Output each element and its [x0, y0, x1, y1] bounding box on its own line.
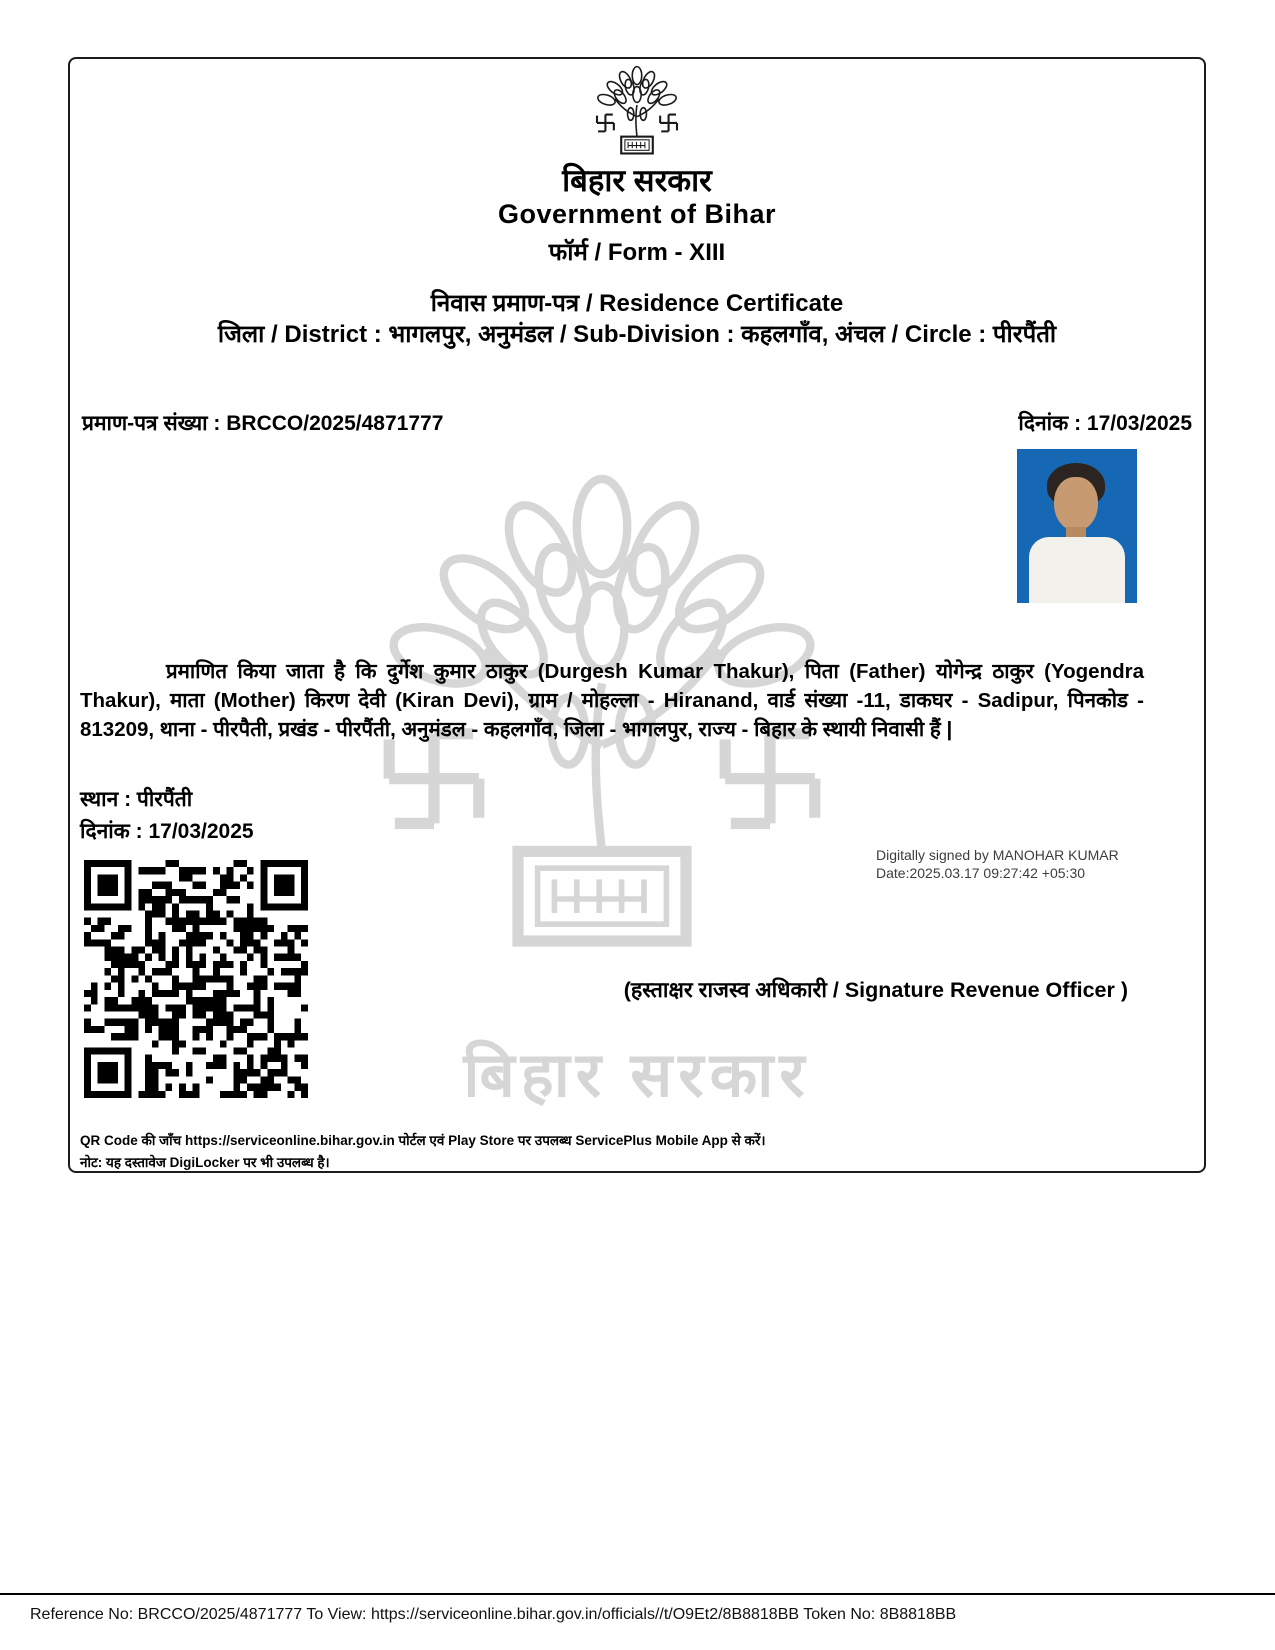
footer-reference-line: Reference No: BRCCO/2025/4871777 To View: https://serviceonline.bihar.gov.in/officials//t/O9Et2/8B8818BB Token No: 8B8818BB — [30, 1606, 957, 1623]
signature-officer-label: (हस्ताक्षर राजस्व अधिकारी / Signature Revenue Officer ) — [623, 978, 1128, 1002]
bihar-government-emblem-icon — [571, 64, 703, 164]
issue-place: स्थान : पीरपैंती — [80, 788, 193, 811]
photo-shirt — [1029, 537, 1125, 603]
photo-face — [1054, 477, 1098, 531]
qr-code — [80, 856, 312, 1102]
org-name-hindi: बिहार सरकार — [562, 163, 712, 198]
qr-verification-note: QR Code की जाँच https://serviceonline.bihar.gov.in पोर्टल एवं Play Store पर उपलब्ध ServicePlus Mobile App से करें। — [80, 1133, 766, 1148]
certificate-body-text: प्रमाणित किया जाता है कि दुर्गेश कुमार ठाकुर (Durgesh Kumar Thakur), पिता (Father) योगेन्द्र ठाकुर (Yogendra Thakur), माता (Mother) किरण देवी (Kiran Devi), ग्राम / मोहल्ला - Hiranand, वार्ड संख्या -11, डाकघर - Sadipur, पिनकोड - 813209, थाना - पीरपैती, प्रखंड - पीरपैंती, अनुमंडल - कहलगाँव, जिला - भागलपुर, राज्य - बिहार के स्थायी निवासी हैं | — [80, 660, 1144, 741]
digilocker-note: नोट: यह दस्तावेज DigiLocker पर भी उपलब्ध है। — [80, 1155, 330, 1170]
applicant-photo — [1017, 449, 1137, 603]
issue-date-bottom: दिनांक : 17/03/2025 — [80, 820, 254, 843]
digital-signature-line1: Digitally signed by MANOHAR KUMAR — [876, 847, 1119, 863]
certificate-number: प्रमाण-पत्र संख्या : BRCCO/2025/4871777 — [82, 412, 444, 435]
footer-divider — [0, 1593, 1275, 1595]
issue-date-top: दिनांक : 17/03/2025 — [1018, 412, 1192, 435]
certificate-frame — [68, 57, 1206, 1173]
meta-row — [82, 409, 1192, 437]
form-number: फॉर्म / Form - XIII — [548, 239, 726, 266]
org-name-english: Government of Bihar — [497, 199, 777, 229]
watermark-text: बिहार सरकार — [463, 1041, 811, 1110]
jurisdiction-line: जिला / District : भागलपुर, अनुमंडल / Sub-Division : कहलगाँव, अंचल / Circle : पीरपैंती — [217, 321, 1057, 348]
document-title: निवास प्रमाण-पत्र / Residence Certificate — [430, 290, 844, 317]
digital-signature-line2: Date:2025.03.17 09:27:42 +05:30 — [876, 865, 1086, 881]
digital-signature-stamp — [876, 846, 1119, 882]
